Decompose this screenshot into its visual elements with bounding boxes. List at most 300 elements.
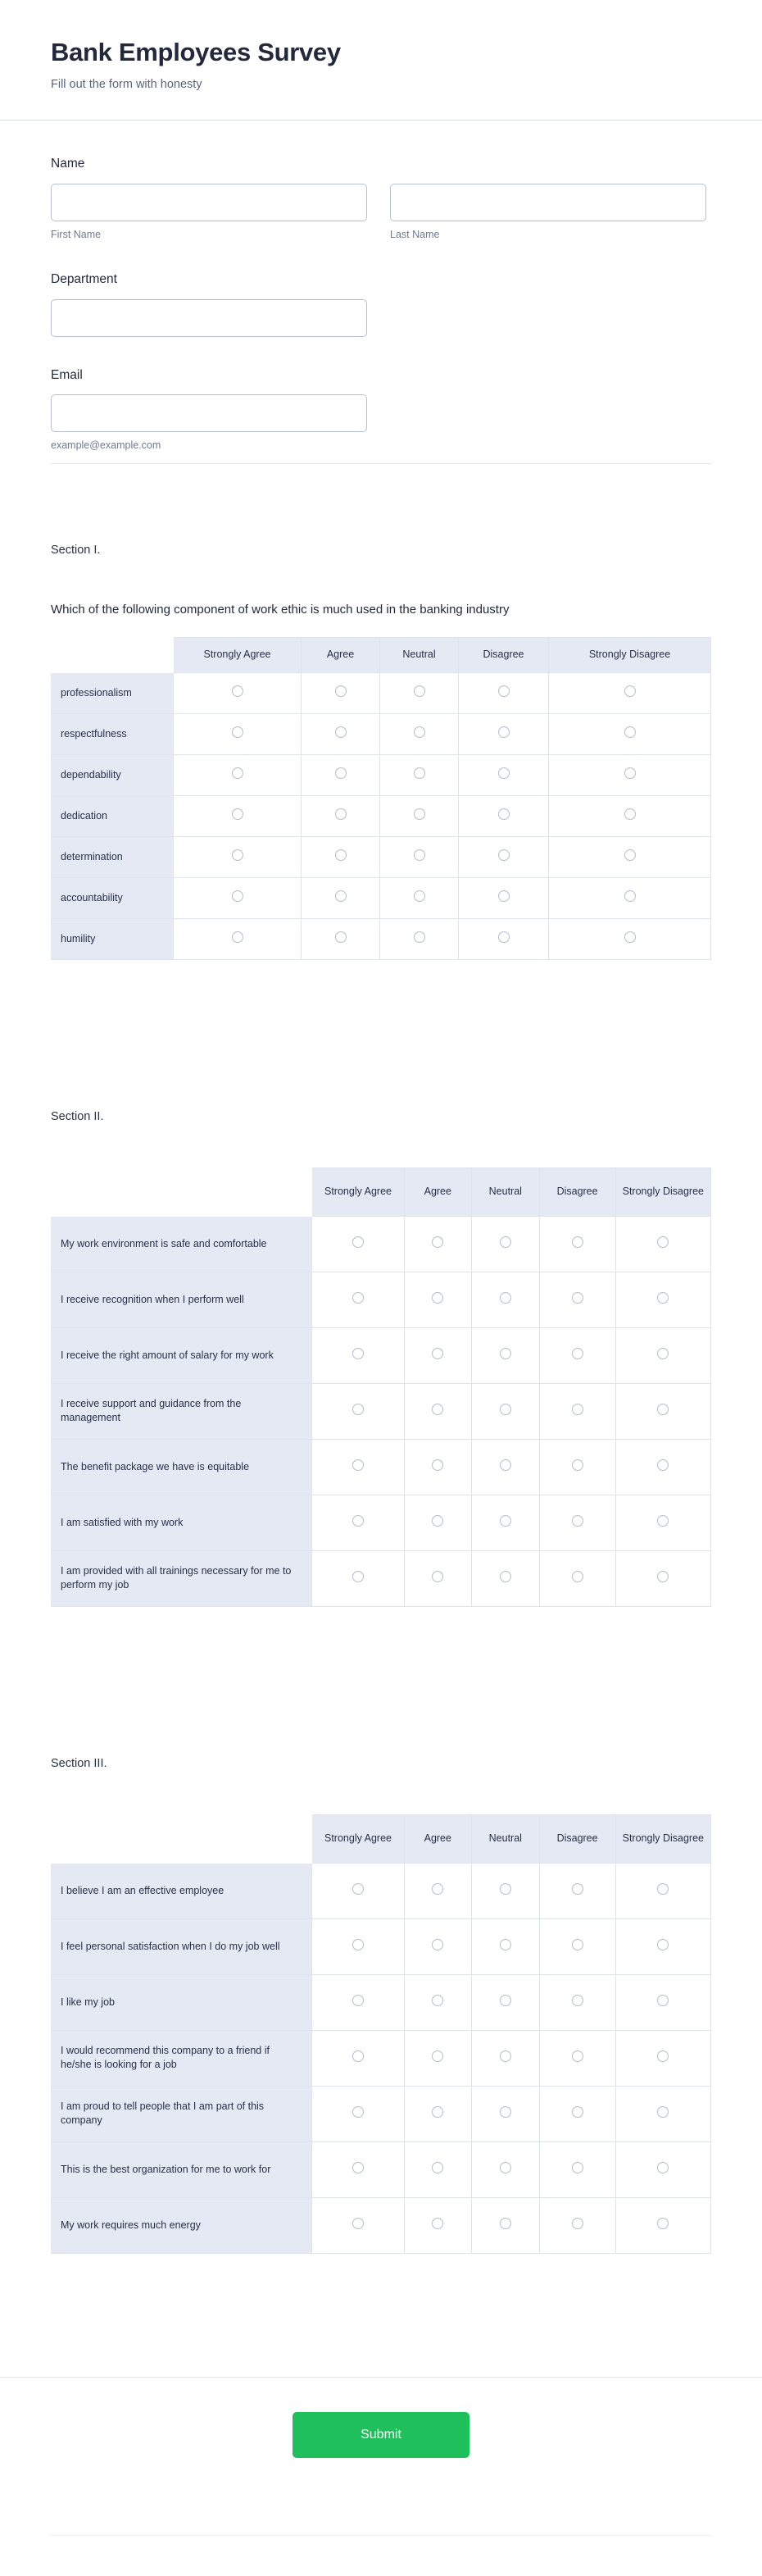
radio-button-icon[interactable]	[572, 1995, 583, 2006]
radio-button-icon[interactable]	[335, 931, 347, 943]
matrix-radio-cell[interactable]	[472, 1551, 540, 1607]
matrix-row	[51, 1864, 711, 1919]
radio-button-icon[interactable]	[657, 2218, 669, 2229]
first-name-column	[51, 184, 367, 241]
radio-button-icon[interactable]	[414, 767, 425, 779]
matrix-row	[51, 1495, 711, 1551]
radio-button-icon[interactable]	[352, 1995, 364, 2006]
radio-button-icon[interactable]	[232, 890, 243, 902]
matrix-radio-cell[interactable]	[405, 1384, 473, 1440]
radio-button-icon[interactable]	[498, 931, 510, 943]
page-subtitle: Fill out the form with honesty	[51, 77, 202, 91]
radio-button-icon[interactable]	[432, 1571, 443, 1582]
matrix-radio-cell[interactable]	[302, 878, 380, 919]
radio-button-icon[interactable]	[335, 767, 347, 779]
matrix-corner-cell	[51, 1814, 312, 1864]
radio-button-icon[interactable]	[498, 849, 510, 861]
matrix-radio-cell[interactable]	[540, 2198, 616, 2254]
matrix-row	[51, 1328, 711, 1384]
matrix-radio-cell[interactable]	[472, 1864, 540, 1919]
matrix-radio-cell[interactable]	[459, 673, 549, 714]
matrix-radio-cell[interactable]	[472, 1217, 540, 1272]
matrix-header-row	[51, 1167, 711, 1217]
email-sublabel: example@example.com	[51, 439, 161, 452]
radio-button-icon[interactable]	[498, 767, 510, 779]
radio-button-icon[interactable]	[572, 2162, 583, 2173]
radio-button-icon[interactable]	[624, 767, 636, 779]
radio-button-icon[interactable]	[624, 808, 636, 820]
matrix-radio-cell[interactable]	[616, 1384, 711, 1440]
matrix-radio-cell[interactable]	[616, 2087, 711, 2142]
matrix-radio-cell[interactable]	[405, 2198, 473, 2254]
matrix-radio-cell[interactable]	[459, 837, 549, 878]
radio-button-icon[interactable]	[624, 931, 636, 943]
radio-button-icon[interactable]	[500, 1404, 511, 1415]
matrix-radio-cell[interactable]	[616, 2142, 711, 2198]
matrix-radio-cell[interactable]	[472, 2142, 540, 2198]
matrix-radio-cell[interactable]	[459, 796, 549, 837]
radio-button-icon[interactable]	[352, 1939, 364, 1950]
radio-button-icon[interactable]	[352, 2218, 364, 2229]
question-table-spacer	[0, 619, 762, 637]
radio-button-icon[interactable]	[352, 1236, 364, 1248]
matrix-row	[51, 1217, 711, 1272]
matrix-radio-cell[interactable]	[302, 919, 380, 960]
matrix-column-header: Strongly Disagree	[616, 1167, 711, 1217]
matrix-row-label: This is the best organization for me to work for	[51, 2142, 312, 2198]
matrix-radio-cell[interactable]	[380, 919, 459, 960]
radio-button-icon[interactable]	[432, 2218, 443, 2229]
radio-button-icon[interactable]	[335, 726, 347, 738]
matrix-table-wrapper	[0, 1167, 762, 1607]
radio-button-icon[interactable]	[232, 808, 243, 820]
matrix-row-label: I am provided with all trainings necessary for me to perform my job	[51, 1551, 312, 1607]
matrix-radio-cell[interactable]	[312, 1272, 404, 1328]
radio-button-icon[interactable]	[624, 726, 636, 738]
radio-button-icon[interactable]	[657, 2162, 669, 2173]
matrix-radio-cell[interactable]	[312, 2142, 404, 2198]
radio-button-icon[interactable]	[432, 2106, 443, 2118]
matrix-radio-cell[interactable]	[540, 1272, 616, 1328]
radio-button-icon[interactable]	[500, 1571, 511, 1582]
matrix-radio-cell[interactable]	[174, 878, 302, 919]
matrix-radio-cell[interactable]	[312, 1919, 404, 1975]
matrix-radio-cell[interactable]	[459, 755, 549, 796]
matrix-row-label: The benefit package we have is equitable	[51, 1440, 312, 1495]
matrix-radio-cell[interactable]	[405, 1495, 473, 1551]
radio-button-icon[interactable]	[500, 1995, 511, 2006]
radio-button-icon[interactable]	[657, 1939, 669, 1950]
matrix-radio-cell[interactable]	[616, 2198, 711, 2254]
matrix-radio-cell[interactable]	[459, 878, 549, 919]
matrix-row-label: I receive recognition when I perform well	[51, 1272, 312, 1328]
matrix-radio-cell[interactable]	[540, 1495, 616, 1551]
matrix-radio-cell[interactable]	[380, 796, 459, 837]
section-heading-spacer	[0, 558, 762, 601]
matrix-radio-cell[interactable]	[549, 919, 711, 960]
radio-button-icon[interactable]	[414, 685, 425, 697]
radio-button-icon[interactable]	[352, 2106, 364, 2118]
matrix-radio-cell[interactable]	[405, 1217, 473, 1272]
section-heading-spacer	[0, 1772, 762, 1814]
radio-button-icon[interactable]	[624, 849, 636, 861]
radio-button-icon[interactable]	[572, 1515, 583, 1527]
section-question: Which of the following component of work ethic is much used in the banking industry	[51, 603, 510, 617]
radio-button-icon[interactable]	[432, 1348, 443, 1359]
radio-button-icon[interactable]	[572, 1404, 583, 1415]
matrix-column-header: Strongly Agree	[312, 1814, 404, 1864]
matrix-row-label: I would recommend this company to a friend if he/she is looking for a job	[51, 2031, 312, 2087]
matrix-column-header: Agree	[405, 1167, 473, 1217]
matrix-radio-cell[interactable]	[540, 2031, 616, 2087]
radio-button-icon[interactable]	[572, 1459, 583, 1471]
matrix-radio-cell[interactable]	[472, 1384, 540, 1440]
matrix-radio-cell[interactable]	[459, 714, 549, 755]
matrix-radio-cell[interactable]	[616, 1440, 711, 1495]
matrix-corner-cell	[51, 637, 174, 673]
radio-button-icon[interactable]	[498, 890, 510, 902]
section-top-spacer	[0, 495, 762, 543]
radio-button-icon[interactable]	[232, 767, 243, 779]
radio-button-icon[interactable]	[500, 2106, 511, 2118]
radio-button-icon[interactable]	[657, 1571, 669, 1582]
matrix-radio-cell[interactable]	[312, 1864, 404, 1919]
matrix-radio-cell[interactable]	[302, 796, 380, 837]
radio-button-icon[interactable]	[432, 1292, 443, 1304]
matrix-radio-cell[interactable]	[540, 1864, 616, 1919]
matrix-row-label: I feel personal satisfaction when I do my job well	[51, 1919, 312, 1975]
matrix-column-header: Strongly Disagree	[616, 1814, 711, 1864]
matrix-radio-cell[interactable]	[174, 837, 302, 878]
matrix-row-label: I receive the right amount of salary for my work	[51, 1328, 312, 1384]
matrix-row	[51, 1384, 711, 1440]
matrix-row	[51, 837, 711, 878]
matrix-column-header: Disagree	[459, 637, 549, 673]
name-inputs-row	[51, 184, 762, 241]
matrix-radio-cell[interactable]	[616, 1864, 711, 1919]
form-header	[0, 0, 762, 121]
radio-button-icon[interactable]	[232, 931, 243, 943]
matrix-radio-cell[interactable]	[302, 755, 380, 796]
matrix-radio-cell[interactable]	[174, 755, 302, 796]
radio-button-icon[interactable]	[624, 890, 636, 902]
radio-button-icon[interactable]	[414, 808, 425, 820]
matrix-column-header: Neutral	[380, 637, 459, 673]
radio-button-icon[interactable]	[432, 1404, 443, 1415]
matrix-column-header: Neutral	[472, 1814, 540, 1864]
matrix-radio-cell[interactable]	[312, 1328, 404, 1384]
matrix-radio-cell[interactable]	[380, 755, 459, 796]
page-title: Bank Employees Survey	[51, 38, 341, 66]
matrix-radio-cell[interactable]	[312, 1440, 404, 1495]
matrix-radio-cell[interactable]	[616, 1495, 711, 1551]
radio-button-icon[interactable]	[500, 2218, 511, 2229]
matrix-radio-cell[interactable]	[312, 2031, 404, 2087]
radio-button-icon[interactable]	[352, 1348, 364, 1359]
matrix-radio-cell[interactable]	[540, 1328, 616, 1384]
matrix-radio-cell[interactable]	[302, 673, 380, 714]
matrix-radio-cell[interactable]	[540, 1551, 616, 1607]
submit-spacer	[0, 2324, 762, 2377]
matrix-radio-cell[interactable]	[472, 2087, 540, 2142]
matrix-row	[51, 714, 711, 755]
matrix-row	[51, 1272, 711, 1328]
matrix-radio-cell[interactable]	[405, 1440, 473, 1495]
matrix-radio-cell[interactable]	[380, 837, 459, 878]
radio-button-icon[interactable]	[432, 1883, 443, 1895]
radio-button-icon[interactable]	[572, 1236, 583, 1248]
matrix-header-row	[51, 637, 711, 673]
radio-button-icon[interactable]	[414, 849, 425, 861]
matrix-radio-cell[interactable]	[405, 1551, 473, 1607]
matrix-radio-cell[interactable]	[174, 796, 302, 837]
matrix-header-row	[51, 1814, 711, 1864]
section-top-spacer	[0, 1677, 762, 1756]
matrix-radio-cell[interactable]	[312, 1217, 404, 1272]
radio-button-icon[interactable]	[572, 1883, 583, 1895]
matrix-radio-cell[interactable]	[302, 714, 380, 755]
after-table-spacer	[0, 2254, 762, 2324]
matrix-radio-cell[interactable]	[472, 1919, 540, 1975]
email-field-block	[51, 368, 762, 465]
matrix-radio-cell[interactable]	[549, 796, 711, 837]
radio-button-icon[interactable]	[624, 685, 636, 697]
matrix-table-wrapper	[0, 1814, 762, 2254]
radio-button-icon[interactable]	[657, 2050, 669, 2062]
first-name-input[interactable]	[51, 184, 367, 221]
matrix-radio-cell[interactable]	[459, 919, 549, 960]
radio-button-icon[interactable]	[414, 726, 425, 738]
matrix-radio-cell[interactable]	[312, 1384, 404, 1440]
radio-button-icon[interactable]	[657, 1515, 669, 1527]
radio-button-icon[interactable]	[500, 2162, 511, 2173]
radio-button-icon[interactable]	[498, 685, 510, 697]
department-input[interactable]	[51, 299, 367, 337]
radio-button-icon[interactable]	[432, 1236, 443, 1248]
section-top-spacer	[0, 1031, 762, 1109]
radio-button-icon[interactable]	[657, 1348, 669, 1359]
last-name-column	[390, 184, 706, 241]
radio-button-icon[interactable]	[500, 1939, 511, 1950]
radio-button-icon[interactable]	[352, 2050, 364, 2062]
matrix-radio-cell[interactable]	[540, 2087, 616, 2142]
radio-button-icon[interactable]	[657, 1404, 669, 1415]
radio-button-icon[interactable]	[500, 1883, 511, 1895]
matrix-row	[51, 878, 711, 919]
first-name-sublabel: First Name	[51, 229, 102, 241]
radio-button-icon[interactable]	[572, 1939, 583, 1950]
matrix-radio-cell[interactable]	[405, 2142, 473, 2198]
matrix-radio-cell[interactable]	[472, 2198, 540, 2254]
matrix-row-label: determination	[51, 837, 174, 878]
matrix-radio-cell[interactable]	[405, 1272, 473, 1328]
matrix-column-header: Agree	[302, 637, 380, 673]
matrix-radio-cell[interactable]	[174, 919, 302, 960]
matrix-radio-cell[interactable]	[616, 1975, 711, 2031]
radio-button-icon[interactable]	[572, 2218, 583, 2229]
radio-button-icon[interactable]	[432, 1995, 443, 2006]
matrix-radio-cell[interactable]	[549, 878, 711, 919]
email-label: Email	[51, 367, 83, 382]
matrix-radio-cell[interactable]	[405, 2031, 473, 2087]
matrix-column-header: Strongly Agree	[312, 1167, 404, 1217]
radio-button-icon[interactable]	[352, 1292, 364, 1304]
radio-button-icon[interactable]	[498, 808, 510, 820]
submit-button[interactable]: Submit	[293, 2412, 469, 2458]
matrix-radio-cell[interactable]	[405, 1919, 473, 1975]
radio-button-icon[interactable]	[352, 1883, 364, 1895]
likert-matrix-table	[51, 637, 711, 960]
matrix-radio-cell[interactable]	[616, 2031, 711, 2087]
radio-button-icon[interactable]	[414, 890, 425, 902]
radio-button-icon[interactable]	[352, 2162, 364, 2173]
matrix-corner-cell	[51, 1167, 312, 1217]
radio-button-icon[interactable]	[432, 1515, 443, 1527]
matrix-row-label: My work environment is safe and comfortable	[51, 1217, 312, 1272]
radio-button-icon[interactable]	[572, 1292, 583, 1304]
matrix-row	[51, 2087, 711, 2142]
matrix-radio-cell[interactable]	[616, 1272, 711, 1328]
radio-button-icon[interactable]	[498, 726, 510, 738]
radio-button-icon[interactable]	[572, 1571, 583, 1582]
matrix-row-label: accountability	[51, 878, 174, 919]
matrix-radio-cell[interactable]	[540, 1975, 616, 2031]
contact-fields-area	[0, 121, 762, 464]
matrix-row-label: I like my job	[51, 1975, 312, 2031]
matrix-row-label: humility	[51, 919, 174, 960]
matrix-radio-cell[interactable]	[472, 1440, 540, 1495]
matrix-row-label: I believe I am an effective employee	[51, 1864, 312, 1919]
radio-button-icon[interactable]	[657, 1236, 669, 1248]
matrix-radio-cell[interactable]	[380, 714, 459, 755]
matrix-radio-cell[interactable]	[312, 2198, 404, 2254]
matrix-radio-cell[interactable]	[472, 1328, 540, 1384]
last-name-input[interactable]	[390, 184, 706, 221]
radio-button-icon[interactable]	[572, 1348, 583, 1359]
radio-button-icon[interactable]	[657, 1459, 669, 1471]
matrix-radio-cell[interactable]	[405, 1864, 473, 1919]
matrix-radio-cell[interactable]	[549, 714, 711, 755]
radio-button-icon[interactable]	[500, 1348, 511, 1359]
radio-button-icon[interactable]	[335, 849, 347, 861]
matrix-radio-cell[interactable]	[302, 837, 380, 878]
section-heading: Section I.	[51, 544, 101, 558]
radio-button-icon[interactable]	[232, 849, 243, 861]
matrix-row	[51, 1919, 711, 1975]
matrix-column-header: Strongly Agree	[174, 637, 302, 673]
matrix-radio-cell[interactable]	[174, 673, 302, 714]
radio-button-icon[interactable]	[352, 1515, 364, 1527]
radio-button-icon[interactable]	[432, 1939, 443, 1950]
matrix-radio-cell[interactable]	[540, 2142, 616, 2198]
likert-matrix-table	[51, 1167, 711, 1607]
matrix-radio-cell[interactable]	[312, 1975, 404, 2031]
radio-button-icon[interactable]	[500, 1459, 511, 1471]
radio-button-icon[interactable]	[657, 1292, 669, 1304]
likert-matrix-table	[51, 1814, 711, 2254]
radio-button-icon[interactable]	[432, 2050, 443, 2062]
radio-button-icon[interactable]	[232, 685, 243, 697]
matrix-row	[51, 919, 711, 960]
matrix-radio-cell[interactable]	[540, 1217, 616, 1272]
matrix-radio-cell[interactable]	[472, 2031, 540, 2087]
matrix-radio-cell[interactable]	[405, 2087, 473, 2142]
radio-button-icon[interactable]	[500, 1236, 511, 1248]
matrix-radio-cell[interactable]	[616, 1217, 711, 1272]
radio-button-icon[interactable]	[232, 726, 243, 738]
radio-button-icon[interactable]	[572, 2106, 583, 2118]
matrix-radio-cell[interactable]	[472, 1495, 540, 1551]
matrix-row-label: professionalism	[51, 673, 174, 714]
section-heading: Section II.	[51, 1109, 104, 1123]
matrix-radio-cell[interactable]	[549, 673, 711, 714]
radio-button-icon[interactable]	[352, 1459, 364, 1471]
name-label: Name	[51, 157, 85, 171]
matrix-row	[51, 796, 711, 837]
matrix-radio-cell[interactable]	[380, 673, 459, 714]
matrix-radio-cell[interactable]	[616, 1919, 711, 1975]
matrix-radio-cell[interactable]	[312, 1551, 404, 1607]
radio-button-icon[interactable]	[500, 1292, 511, 1304]
matrix-radio-cell[interactable]	[405, 1975, 473, 2031]
matrix-column-header: Agree	[405, 1814, 473, 1864]
matrix-row-label: My work requires much energy	[51, 2198, 312, 2254]
matrix-radio-cell[interactable]	[549, 755, 711, 796]
matrix-radio-cell[interactable]	[540, 1440, 616, 1495]
email-input[interactable]	[51, 394, 367, 432]
matrix-radio-cell[interactable]	[174, 714, 302, 755]
matrix-row-label: I am satisfied with my work	[51, 1495, 312, 1551]
matrix-radio-cell[interactable]	[405, 1328, 473, 1384]
matrix-row-label: I am proud to tell people that I am part of this company	[51, 2087, 312, 2142]
radio-button-icon[interactable]	[657, 2106, 669, 2118]
radio-button-icon[interactable]	[335, 685, 347, 697]
radio-button-icon[interactable]	[335, 890, 347, 902]
radio-button-icon[interactable]	[657, 1995, 669, 2006]
matrix-radio-cell[interactable]	[472, 1975, 540, 2031]
radio-button-icon[interactable]	[432, 2162, 443, 2173]
radio-button-icon[interactable]	[657, 1883, 669, 1895]
matrix-row	[51, 1551, 711, 1607]
matrix-radio-cell[interactable]	[380, 878, 459, 919]
radio-button-icon[interactable]	[352, 1404, 364, 1415]
department-field-block	[51, 272, 762, 337]
matrix-row	[51, 2142, 711, 2198]
section-heading: Section III.	[51, 1756, 107, 1770]
bottom-spacer	[0, 2458, 762, 2535]
matrix-row	[51, 1440, 711, 1495]
matrix-row-label: respectfulness	[51, 714, 174, 755]
matrix-radio-cell[interactable]	[616, 1551, 711, 1607]
radio-button-icon[interactable]	[335, 808, 347, 820]
radio-button-icon[interactable]	[432, 1459, 443, 1471]
radio-button-icon[interactable]	[352, 1571, 364, 1582]
matrix-radio-cell[interactable]	[616, 1328, 711, 1384]
matrix-radio-cell[interactable]	[312, 1495, 404, 1551]
radio-button-icon[interactable]	[500, 2050, 511, 2062]
matrix-column-header: Disagree	[540, 1814, 616, 1864]
matrix-radio-cell[interactable]	[549, 837, 711, 878]
radio-button-icon[interactable]	[572, 2050, 583, 2062]
matrix-radio-cell[interactable]	[540, 1384, 616, 1440]
footer-divider	[51, 2535, 711, 2536]
radio-button-icon[interactable]	[414, 931, 425, 943]
matrix-radio-cell[interactable]	[312, 2087, 404, 2142]
after-table-spacer	[0, 1607, 762, 1677]
radio-button-icon[interactable]	[500, 1515, 511, 1527]
matrix-radio-cell[interactable]	[472, 1272, 540, 1328]
matrix-radio-cell[interactable]	[540, 1919, 616, 1975]
